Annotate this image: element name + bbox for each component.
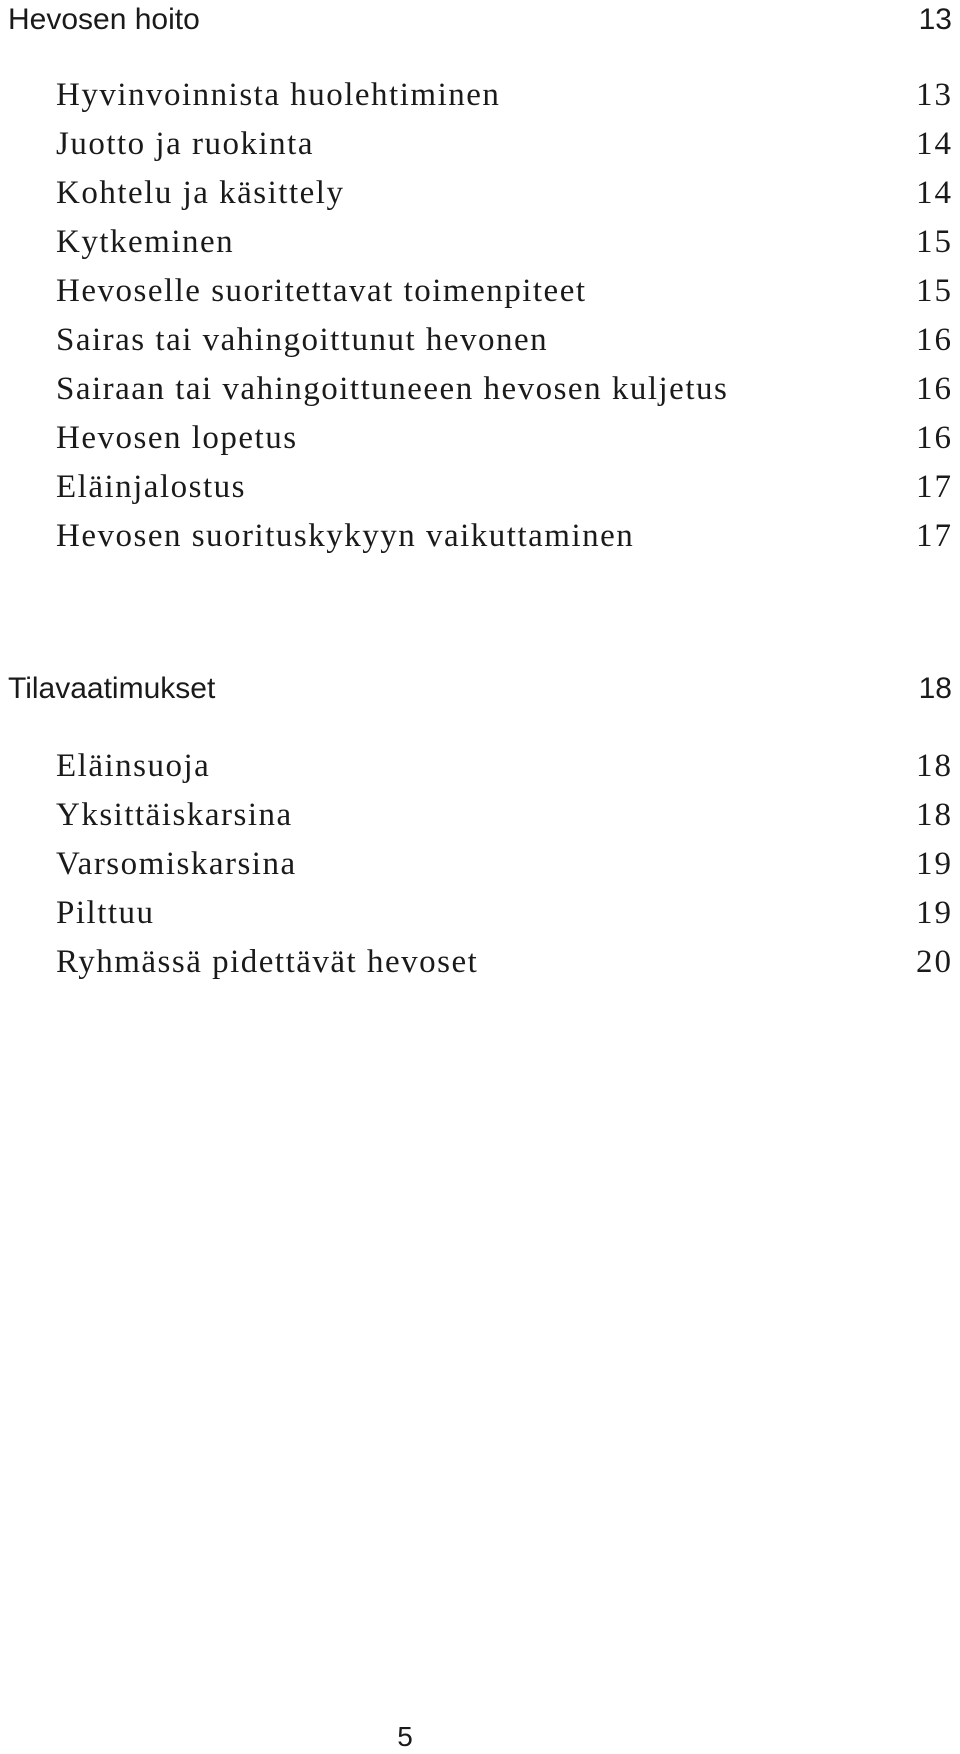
- toc-entry-title: Kohtelu ja käsittely: [56, 175, 345, 211]
- section-title: Tilavaatimukset: [8, 672, 216, 705]
- toc-entry-title: Hevosen lopetus: [56, 420, 298, 456]
- toc-entry-list-hevosen-hoito: [0, 71, 960, 561]
- toc-entry-page: 18: [916, 748, 953, 784]
- toc-entry: [0, 938, 960, 987]
- toc-entry: [0, 512, 960, 561]
- toc-entry: [0, 365, 960, 414]
- toc-entry: [0, 791, 960, 840]
- toc-entry-page: 15: [916, 224, 953, 260]
- toc-entry-page: 19: [916, 895, 953, 931]
- toc-entry: [0, 71, 960, 120]
- toc-entry-page: 18: [916, 797, 953, 833]
- toc-entry: [0, 414, 960, 463]
- toc-entry-title: Hevoselle suoritettavat toimenpiteet: [56, 273, 587, 309]
- toc-entry: [0, 218, 960, 267]
- toc-entry-list-tilavaatimukset: [0, 742, 960, 987]
- toc-entry-page: 16: [916, 322, 953, 358]
- toc-entry-title: Eläinsuoja: [56, 748, 211, 784]
- toc-entry: [0, 316, 960, 365]
- toc-entry-title: Yksittäiskarsina: [56, 797, 293, 833]
- toc-entry-title: Pilttuu: [56, 895, 155, 931]
- section-page-number: 13: [918, 3, 952, 36]
- toc-entry-title: Juotto ja ruokinta: [56, 126, 314, 162]
- toc-entry: [0, 463, 960, 512]
- toc-entry-page: 15: [916, 273, 953, 309]
- section-title: Hevosen hoito: [8, 3, 200, 36]
- toc-entry-title: Eläinjalostus: [56, 469, 246, 505]
- section-heading-hevosen-hoito: [0, 0, 960, 40]
- toc-entry: [0, 120, 960, 169]
- toc-entry-page: 13: [916, 77, 953, 113]
- toc-entry: [0, 742, 960, 791]
- toc-entry-page: 14: [916, 126, 953, 162]
- toc-entry-title: Sairas tai vahingoittunut hevonen: [56, 322, 549, 358]
- section-heading-tilavaatimukset: [0, 669, 960, 709]
- toc-entry-title: Varsomiskarsina: [56, 846, 297, 882]
- toc-entry-title: Kytkeminen: [56, 224, 235, 260]
- toc-entry: [0, 169, 960, 218]
- toc-entry-page: 16: [916, 420, 953, 456]
- page-number: 5: [397, 1721, 413, 1752]
- toc-entry-title: Sairaan tai vahingoittuneeen hevosen kuljetus: [56, 371, 729, 407]
- section-page-number: 18: [918, 672, 952, 705]
- toc-entry: [0, 267, 960, 316]
- toc-entry-page: 19: [916, 846, 953, 882]
- toc-entry-title: Ryhmässä pidettävät hevoset: [56, 944, 479, 980]
- toc-entry-page: 20: [916, 944, 953, 980]
- toc-entry-page: 16: [916, 371, 953, 407]
- toc-entry-title: Hyvinvoinnista huolehtiminen: [56, 77, 501, 113]
- toc-entry-page: 17: [916, 469, 953, 505]
- toc-entry-page: 17: [916, 518, 953, 554]
- toc-entry-title: Hevosen suorituskykyyn vaikuttaminen: [56, 518, 635, 554]
- toc-entry-page: 14: [916, 175, 953, 211]
- toc-entry: [0, 840, 960, 889]
- toc-entry: [0, 889, 960, 938]
